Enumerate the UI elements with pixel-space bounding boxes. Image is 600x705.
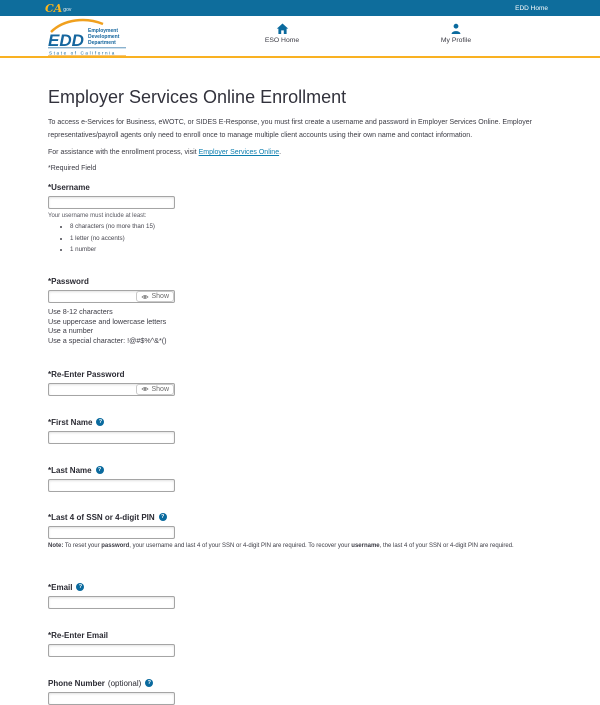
- password-rules: [48, 307, 552, 346]
- phone-help-icon[interactable]: ?: [145, 679, 153, 687]
- reenter-email-field-group: [48, 631, 552, 657]
- password-rule: Use a number: [48, 326, 94, 336]
- ca-gov-logo-gov: gov: [63, 6, 72, 13]
- password-label: *Password: [48, 277, 89, 286]
- home-icon: [242, 22, 322, 35]
- password-show-button[interactable]: [136, 291, 174, 302]
- username-rule: • 1 letter (no accents): [70, 235, 552, 242]
- required-field-note: *Required Field: [48, 165, 97, 172]
- edd-logo-graphic: [48, 18, 128, 56]
- edd-logo-line1: Employment: [88, 28, 119, 34]
- profile-icon: [416, 22, 496, 35]
- first-name-input[interactable]: [48, 431, 175, 444]
- ssn-pin-input[interactable]: [48, 526, 175, 539]
- last-name-help-icon[interactable]: ?: [96, 466, 104, 474]
- last-name-input[interactable]: [48, 479, 175, 492]
- eye-icon: [141, 294, 149, 300]
- username-label: *Username: [48, 183, 90, 192]
- username-hint: Your username must include at least:: [48, 213, 147, 219]
- phone-input[interactable]: [48, 692, 175, 705]
- reenter-password-label: *Re-Enter Password: [48, 369, 125, 379]
- edd-logo-line3: Department: [88, 40, 116, 46]
- phone-field-group: [48, 679, 552, 705]
- edd-logo-divider: [48, 48, 126, 49]
- enrollment-content: [0, 87, 600, 705]
- assistance-prefix: For assistance with the enrollment process, visit: [48, 149, 199, 156]
- edd-logo-state-text: State of California: [49, 50, 116, 56]
- assistance-line: [48, 149, 552, 156]
- last-name-label: *Last Name ?: [48, 466, 552, 475]
- intro-paragraph: To access e-Services for Business, eWOTC, or SIDES E-Response, you must first create a username and password in Employer Services Online. Employer representatives/payroll agents only need to enroll once to manage multiple client accounts using their own name and contact information.: [48, 119, 532, 139]
- password-rule: Use a special character: !@#$%^&*(): [48, 336, 167, 346]
- first-name-field-group: [48, 418, 552, 444]
- nav-eso-home-label: ESO Home: [264, 37, 300, 44]
- reenter-password-field-group: [48, 370, 552, 396]
- password-input-wrap: [48, 290, 175, 303]
- reenter-password-show-button[interactable]: [136, 384, 174, 395]
- password-rule: Use 8-12 characters: [48, 307, 113, 316]
- ssn-pin-field-group: [48, 513, 552, 549]
- first-name-help-icon[interactable]: ?: [96, 418, 104, 426]
- username-input[interactable]: [48, 196, 175, 209]
- password-field-group: [48, 277, 552, 346]
- edd-logo-edd-text: EDD: [48, 31, 84, 50]
- username-rule: • 1 number: [70, 246, 552, 253]
- first-name-label: *First Name ?: [48, 418, 552, 427]
- eye-icon: [141, 386, 149, 392]
- phone-optional-tag: (optional): [107, 678, 142, 688]
- ca-gov-logo-ca: CA: [45, 1, 63, 15]
- password-rule: Use uppercase and lowercase letters: [48, 316, 167, 326]
- nav-my-profile[interactable]: [416, 22, 496, 44]
- email-input[interactable]: [48, 596, 175, 609]
- reenter-email-input[interactable]: [48, 644, 175, 657]
- page-title: Employer Services Online Enrollment: [48, 87, 347, 107]
- edd-logo-gold-underline: [48, 55, 126, 56]
- email-field-group: [48, 583, 552, 609]
- email-help-icon[interactable]: ?: [76, 583, 84, 591]
- main-header: [0, 16, 600, 56]
- password-show-label: Show: [151, 293, 169, 300]
- username-rules-list: [70, 223, 552, 253]
- nav-my-profile-label: My Profile: [440, 37, 472, 44]
- phone-label: Phone Number (optional) ?: [48, 679, 552, 688]
- ssn-pin-label: *Last 4 of SSN or 4-digit PIN ?: [48, 513, 552, 522]
- nav-eso-home[interactable]: [242, 22, 322, 44]
- edd-logo[interactable]: [48, 18, 128, 61]
- employer-services-online-link[interactable]: Employer Services Online: [198, 149, 280, 156]
- edd-home-link[interactable]: EDD Home: [515, 4, 548, 12]
- ssn-pin-help-icon[interactable]: ?: [159, 513, 167, 521]
- username-rule: • 8 characters (no more than 15): [70, 223, 552, 230]
- utility-bar: [0, 0, 600, 16]
- edd-logo-line2: Development: [88, 34, 120, 40]
- email-label: *Email ?: [48, 583, 552, 592]
- ssn-pin-note: Note: To reset your password, your username and last 4 of your SSN or 4-digit PIN are required. To recover your username, the last 4 of your SSN or 4-digit PIN are required.: [48, 542, 514, 549]
- reenter-password-show-label: Show: [151, 385, 169, 393]
- reenter-email-label: *Re-Enter Email: [48, 630, 109, 640]
- assistance-suffix: .: [279, 149, 282, 156]
- username-field-group: [48, 183, 552, 253]
- ca-gov-logo[interactable]: [45, 3, 71, 14]
- reenter-password-input-wrap: [48, 383, 175, 396]
- last-name-field-group: [48, 466, 552, 492]
